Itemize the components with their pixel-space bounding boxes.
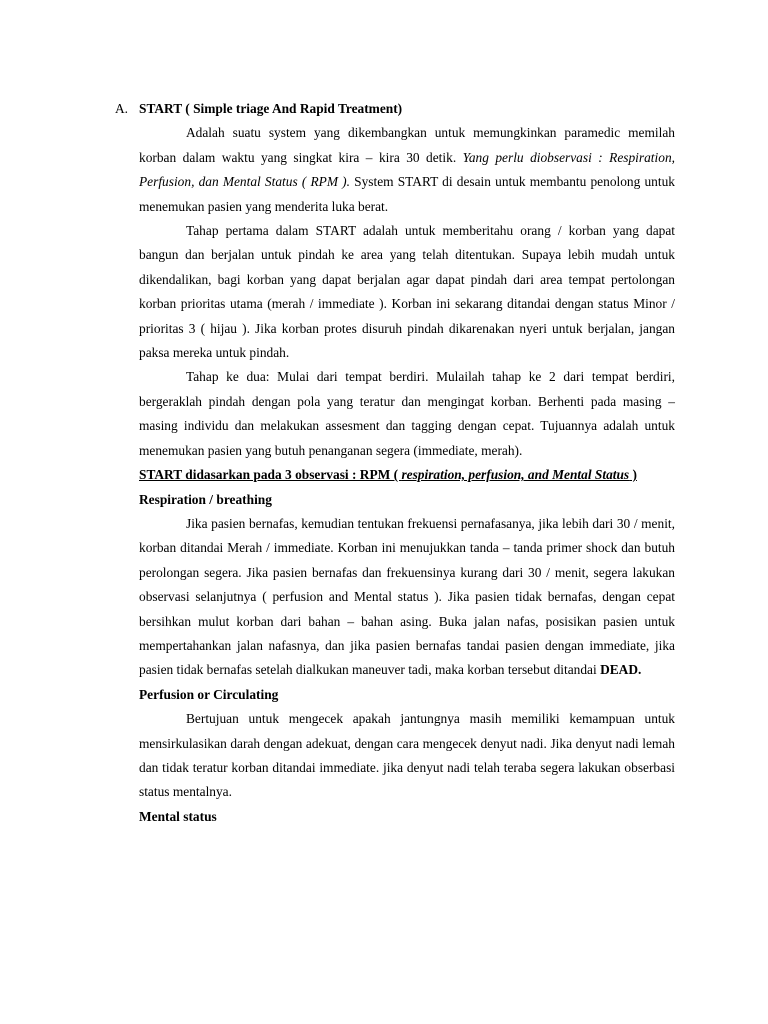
section-marker: A.	[115, 101, 129, 116]
step-one-paragraph: Tahap pertama dalam START adalah untuk memberitahu orang / korban yang dapat bangun dan berjalan untuk pindah ke area yang telah ditentukan. Supaya lebih mudah untuk dikendalikan, bagi korban yang dapat berjalan agar dapat pindah dari area tempat pertolongan korban prioritas utama (merah / immediate ). Korban ini sekarang ditandai dengan status Minor / prioritas 3 ( hijau ). Jika korban protes disuruh pindah dikarenakan nyeri untuk berjalan, jangan paksa mereka untuk pindah.	[139, 223, 675, 361]
step-two-paragraph: Tahap ke dua: Mulai dari tempat berdiri. Mulailah tahap ke 2 dari tempat berdiri, bergeraklah pindah dengan pola yang teratur dan mengingat korban. Berhenti pada masing – masing individu dan melakukan assesment dan tagging dengan cepat. Tujuannya adalah untuk menemukan pasien yang butuh penanganan segera (immediate, merah).	[139, 369, 675, 458]
rpm-heading-italic: respiration, perfusion, and Mental Status	[401, 467, 630, 483]
intro-text-a: Adalah suatu system yang dikembangkan untuk memungkinkan paramedic memilah korban dalam waktu yang singkat kira – kira 30 detik.	[139, 125, 675, 165]
rpm-heading-suffix: )	[629, 467, 637, 483]
respiration-heading: Respiration / breathing	[139, 491, 272, 507]
document-body	[115, 97, 675, 829]
section-title: START ( Simple triage And Rapid Treatment)	[139, 101, 403, 116]
mental-status-heading: Mental status	[139, 808, 217, 824]
section-heading	[115, 97, 675, 121]
respiration-text: Jika pasien bernafas, kemudian tentukan frekuensi pernafasanya, jika lebih dari 30 / menit, korban ditandai Merah / immediate. Korban ini menujukkan tanda – tanda primer shock dan butuh perolongan segera. Jika pasien bernafas dan frekuensinya kurang dari 30 / menit, segera lakukan observasi selanjutnya ( perfusion and Mental status ). Jika pasien tidak bernafas, dengan cepat bersihkan mulut korban dari bahan – bahan asing. Buka jalan nafas, posisikan pasien untuk mempertahankan jalan nafasnya, dan jika pasien bernafas tandai pasien dengan immediate, jika pasien tidak bernafas setelah dialkukan maneuver tadi, maka korban tersebut ditandai	[139, 515, 675, 678]
rpm-heading	[139, 463, 675, 487]
dead-label: DEAD.	[600, 662, 642, 678]
intro-italic-text: Yang perlu diobservasi : Respiration, Perfusion, dan Mental Status ( RPM ).	[139, 149, 675, 190]
intro-paragraph	[139, 121, 675, 219]
perfusion-paragraph: Bertujuan untuk mengecek apakah jantungnya masih memiliki kemampuan untuk mensirkulasikan darah dengan adekuat, dengan cara mengecek denyut nadi. Jika denyut nadi lemah dan tidak teratur korban ditandai immediate. jika denyut nadi telah teraba segera lakukan obserbasi status mentalnya.	[139, 711, 675, 800]
intro-text-b: System START di desain untuk membantu penolong untuk menemukan pasien yang menderita luka berat.	[139, 174, 675, 214]
perfusion-heading: Perfusion or Circulating	[139, 686, 279, 702]
rpm-heading-prefix: START didasarkan pada 3 observasi : RPM (	[139, 467, 402, 483]
respiration-paragraph	[139, 512, 675, 683]
